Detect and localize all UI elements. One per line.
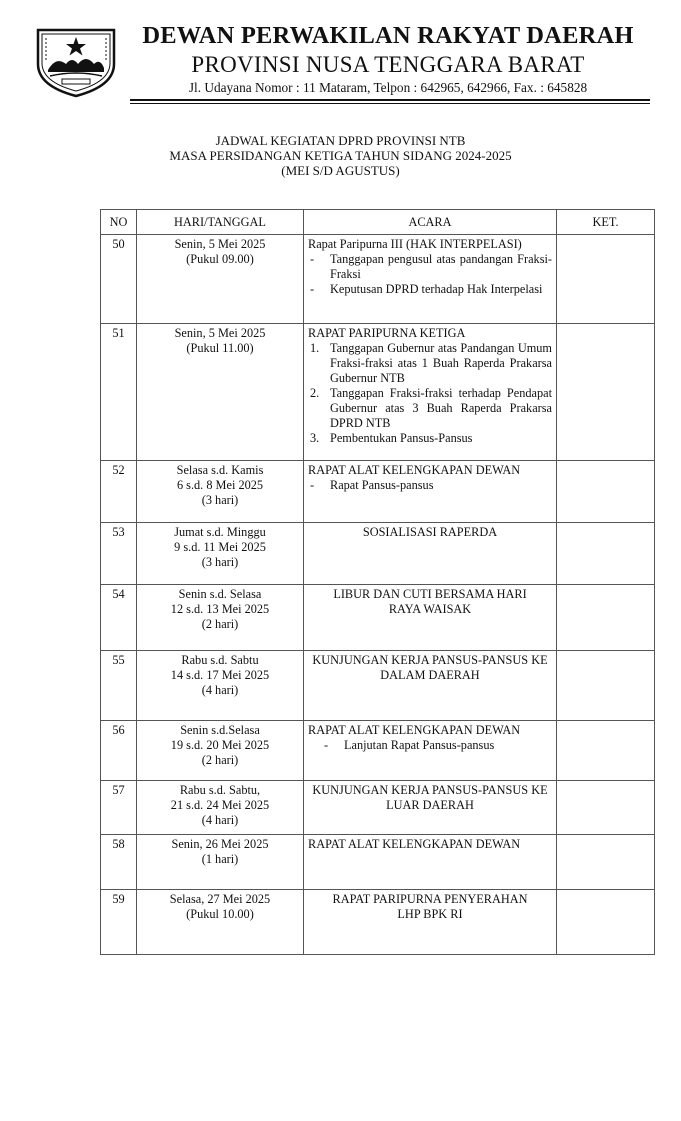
table-header-row [101, 210, 655, 235]
header-date: HARI/TANGGAL [137, 210, 304, 235]
item-text: Tanggapan Fraksi-fraksi terhadap Pendapat Gubernur atas 3 Buah Raperda Prakarsa DPRD NTB [330, 386, 552, 430]
row-acara [304, 235, 557, 324]
date-line: (1 hari) [201, 852, 239, 866]
title-line-1: JADWAL KEGIATAN DPRD PROVINSI NTB [215, 133, 466, 148]
item-text: Keputusan DPRD terhadap Hak Interpelasi [330, 282, 543, 296]
acara-items [308, 738, 552, 753]
row-no: 54 [101, 585, 137, 651]
list-item [308, 431, 552, 446]
date-line: (Pukul 10.00) [186, 907, 254, 921]
row-acara [304, 781, 557, 835]
acara-heading: RAPAT ALAT KELENGKAPAN DEWAN [308, 723, 521, 737]
row-ket [557, 585, 655, 651]
header-acara: ACARA [304, 210, 557, 235]
row-no: 57 [101, 781, 137, 835]
row-acara [304, 585, 557, 651]
date-line: Selasa, 27 Mei 2025 [169, 892, 271, 906]
date-line: Senin, 26 Mei 2025 [171, 837, 269, 851]
table-row [101, 461, 655, 523]
row-ket [557, 461, 655, 523]
date-line: 12 s.d. 13 Mei 2025 [170, 602, 270, 616]
list-item [308, 738, 552, 753]
table-row [101, 781, 655, 835]
row-ket [557, 523, 655, 585]
row-no: 58 [101, 835, 137, 890]
date-line: Rabu s.d. Sabtu, [179, 783, 261, 797]
item-marker: - [310, 252, 315, 266]
row-no: 53 [101, 523, 137, 585]
row-date [137, 651, 304, 721]
row-date [137, 721, 304, 781]
item-marker: 1. [310, 341, 320, 355]
row-no: 52 [101, 461, 137, 523]
row-ket [557, 235, 655, 324]
row-no: 55 [101, 651, 137, 721]
date-line: (2 hari) [201, 753, 239, 767]
row-date [137, 890, 304, 955]
item-marker: 2. [310, 386, 320, 400]
date-line: (3 hari) [201, 555, 239, 569]
row-no: 50 [101, 235, 137, 324]
list-item [308, 282, 552, 297]
date-line: 9 s.d. 11 Mei 2025 [174, 540, 266, 554]
row-no: 56 [101, 721, 137, 781]
item-text: Tanggapan Gubernur atas Pandangan Umum Fraksi-fraksi atas 1 Buah Raperda Prakarsa Gubernur NTB [330, 341, 552, 385]
date-line: (2 hari) [201, 617, 239, 631]
row-ket [557, 781, 655, 835]
acara-items [308, 478, 552, 493]
header-ket: KET. [557, 210, 655, 235]
row-acara [304, 324, 557, 461]
date-line: 14 s.d. 17 Mei 2025 [170, 668, 270, 682]
acara-items [308, 252, 552, 297]
acara-heading: RAPAT PARIPURNA PENYERAHAN LHP BPK RI [332, 892, 528, 921]
row-date [137, 585, 304, 651]
item-text: Tanggapan pengusul atas pandangan Fraksi-Fraksi [330, 252, 552, 281]
acara-heading: LIBUR DAN CUTI BERSAMA HARI RAYA WAISAK [333, 587, 527, 616]
table-row [101, 835, 655, 890]
title-line-3: (MEI S/D AGUSTUS) [281, 163, 400, 178]
date-line: Senin, 5 Mei 2025 [174, 326, 266, 340]
date-line: (4 hari) [201, 813, 239, 827]
row-ket [557, 721, 655, 781]
row-date [137, 324, 304, 461]
date-line: (4 hari) [201, 683, 239, 697]
date-line: (Pukul 09.00) [186, 252, 254, 266]
table-row [101, 721, 655, 781]
row-acara [304, 721, 557, 781]
table-row [101, 235, 655, 324]
acara-heading: Rapat Paripurna III (HAK INTERPELASI) [308, 237, 522, 251]
acara-heading: RAPAT PARIPURNA KETIGA [308, 326, 466, 340]
acara-heading: KUNJUNGAN KERJA PANSUS-PANSUS KE LUAR DAERAH [312, 783, 548, 812]
list-item [308, 252, 552, 282]
item-text: Pembentukan Pansus-Pansus [330, 431, 473, 445]
date-line: (Pukul 11.00) [186, 341, 254, 355]
acara-heading: RAPAT ALAT KELENGKAPAN DEWAN [308, 837, 521, 851]
item-marker: - [310, 478, 315, 492]
organization-province: PROVINSI NUSA TENGGARA BARAT [191, 52, 585, 77]
row-date [137, 781, 304, 835]
date-line: (3 hari) [201, 493, 239, 507]
header-no: NO [101, 210, 137, 235]
row-ket [557, 835, 655, 890]
document-title [0, 133, 681, 178]
row-acara [304, 890, 557, 955]
row-ket [557, 324, 655, 461]
table-row [101, 651, 655, 721]
title-line-2: MASA PERSIDANGAN KETIGA TAHUN SIDANG 2024-2025 [169, 148, 512, 163]
date-line: 21 s.d. 24 Mei 2025 [170, 798, 270, 812]
organization-name: DEWAN PERWAKILAN RAKYAT DAERAH [142, 22, 634, 49]
table-row [101, 523, 655, 585]
date-line: Jumat s.d. Minggu [174, 525, 266, 539]
date-line: Rabu s.d. Sabtu [181, 653, 259, 667]
date-line: Senin s.d. Selasa [178, 587, 262, 601]
schedule-table [100, 209, 655, 955]
date-line: Selasa s.d. Kamis [176, 463, 264, 477]
list-item [308, 341, 552, 386]
row-date [137, 235, 304, 324]
row-acara [304, 461, 557, 523]
item-marker: - [324, 738, 329, 752]
row-no: 51 [101, 324, 137, 461]
item-marker: 3. [310, 431, 320, 445]
letterhead [0, 0, 681, 104]
letterhead-rule-thick [130, 99, 650, 101]
acara-heading: RAPAT ALAT KELENGKAPAN DEWAN [308, 463, 521, 477]
letterhead-rule-thin [130, 103, 650, 104]
row-acara [304, 651, 557, 721]
date-line: 6 s.d. 8 Mei 2025 [176, 478, 264, 492]
date-line: Senin s.d.Selasa [180, 723, 260, 737]
row-acara [304, 523, 557, 585]
row-acara [304, 835, 557, 890]
organization-address: Jl. Udayana Nomor : 11 Mataram, Telpon : 642965, 642966, Fax. : 645828 [188, 80, 588, 95]
table-row [101, 324, 655, 461]
acara-heading: KUNJUNGAN KERJA PANSUS-PANSUS KE DALAM DAERAH [312, 653, 548, 682]
table-row [101, 890, 655, 955]
row-date [137, 835, 304, 890]
acara-heading: SOSIALISASI RAPERDA [362, 525, 498, 539]
list-item [308, 478, 552, 493]
row-ket [557, 890, 655, 955]
item-text: Lanjutan Rapat Pansus-pansus [344, 738, 495, 752]
row-date [137, 461, 304, 523]
list-item [308, 386, 552, 431]
ntb-province-emblem-icon [32, 20, 120, 98]
row-date [137, 523, 304, 585]
row-ket [557, 651, 655, 721]
table-row [101, 585, 655, 651]
item-marker: - [310, 282, 315, 296]
date-line: Senin, 5 Mei 2025 [174, 237, 266, 251]
acara-items [308, 341, 552, 446]
item-text: Rapat Pansus-pansus [330, 478, 434, 492]
row-no: 59 [101, 890, 137, 955]
date-line: 19 s.d. 20 Mei 2025 [170, 738, 270, 752]
